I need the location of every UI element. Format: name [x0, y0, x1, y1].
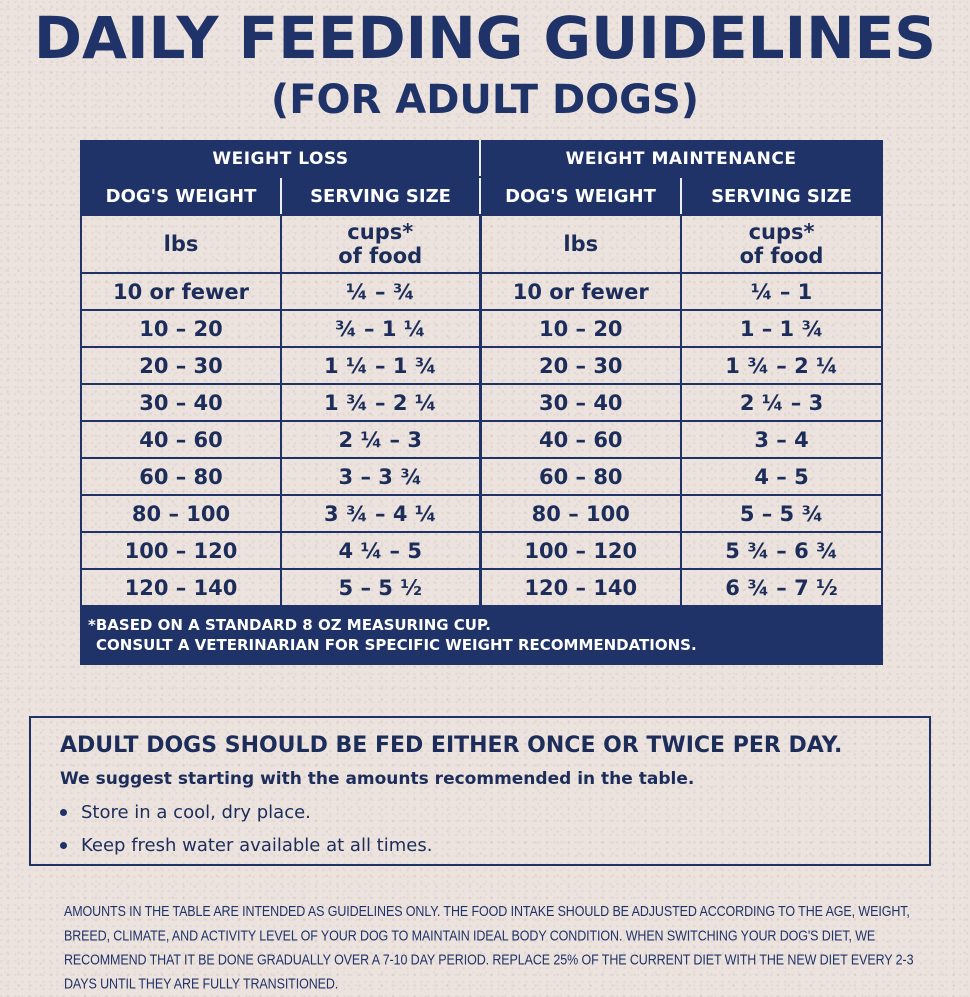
dog-weight-cell: 10 or fewer: [480, 273, 681, 310]
serving-size-cell: 1 ¾ – 2 ¼: [281, 384, 480, 421]
footnote-row: [81, 606, 882, 664]
footnote: [81, 606, 882, 664]
table-row: [81, 532, 882, 569]
bullet-icon: [60, 842, 67, 849]
serving-size-cell: 6 ¾ – 7 ½: [681, 569, 882, 606]
dog-weight-cell: 40 – 60: [480, 421, 681, 458]
serving-size-cell: 5 ¾ – 6 ¾: [681, 532, 882, 569]
column-header-row: [81, 177, 882, 215]
dog-weight-cell: 80 – 100: [81, 495, 281, 532]
dog-weight-cell: 10 – 20: [480, 310, 681, 347]
group-header-row: [81, 141, 882, 177]
dog-weight-cell: 40 – 60: [81, 421, 281, 458]
serving-size-cell: 3 ¾ – 4 ¼: [281, 495, 480, 532]
table-row: [81, 421, 882, 458]
table-row: [81, 384, 882, 421]
unit-row: [81, 215, 882, 273]
serving-size-cell: ¾ – 1 ¼: [281, 310, 480, 347]
table-row: [81, 569, 882, 606]
column-header: SERVING SIZE: [281, 177, 480, 215]
unit-weight: lbs: [81, 215, 281, 273]
bullet-icon: [60, 809, 67, 816]
dog-weight-cell: 30 – 40: [81, 384, 281, 421]
serving-size-cell: 3 – 4: [681, 421, 882, 458]
table-body: [81, 273, 882, 606]
info-heading: ADULT DOGS SHOULD BE FED EITHER ONCE OR TWICE PER DAY.: [60, 733, 843, 758]
footnote-line2: CONSULT A VETERINARIAN FOR SPECIFIC WEIGHT RECOMMENDATIONS.: [96, 636, 697, 654]
unit-weight: lbs: [480, 215, 681, 273]
serving-size-cell: 2 ¼ – 3: [681, 384, 882, 421]
bullet-text: Store in a cool, dry place.: [81, 802, 311, 823]
column-header: DOG'S WEIGHT: [480, 177, 681, 215]
footnote-line1: *BASED ON A STANDARD 8 OZ MEASURING CUP.: [88, 616, 491, 634]
dog-weight-cell: 20 – 30: [480, 347, 681, 384]
table-row: [81, 310, 882, 347]
serving-size-cell: 1 ¾ – 2 ¼: [681, 347, 882, 384]
serving-size-cell: 2 ¼ – 3: [281, 421, 480, 458]
unit-serving: [681, 215, 882, 273]
table-row: [81, 495, 882, 532]
table-row: [81, 458, 882, 495]
table-row: [81, 273, 882, 310]
unit-serving-line2: of food: [739, 244, 824, 268]
dog-weight-cell: 20 – 30: [81, 347, 281, 384]
list-item: [60, 802, 311, 823]
serving-size-cell: 4 ¼ – 5: [281, 532, 480, 569]
feeding-info-box: [29, 716, 931, 866]
dog-weight-cell: 60 – 80: [81, 458, 281, 495]
column-header: SERVING SIZE: [681, 177, 882, 215]
serving-size-cell: 1 – 1 ¾: [681, 310, 882, 347]
dog-weight-cell: 120 – 140: [480, 569, 681, 606]
info-subheading: We suggest starting with the amounts recommended in the table.: [60, 769, 695, 789]
page-subtitle: (FOR ADULT DOGS): [270, 77, 700, 123]
dog-weight-cell: 120 – 140: [81, 569, 281, 606]
group-header-weight-maintenance: WEIGHT MAINTENANCE: [480, 141, 882, 177]
serving-size-cell: 5 – 5 ¾: [681, 495, 882, 532]
serving-size-cell: 3 – 3 ¾: [281, 458, 480, 495]
dog-weight-cell: 10 – 20: [81, 310, 281, 347]
unit-serving-line1: cups*: [347, 220, 414, 244]
unit-serving-line1: cups*: [748, 220, 815, 244]
dog-weight-cell: 100 – 120: [480, 532, 681, 569]
unit-serving-line2: of food: [338, 244, 423, 268]
group-header-weight-loss: WEIGHT LOSS: [81, 141, 480, 177]
dog-weight-cell: 100 – 120: [81, 532, 281, 569]
column-header: DOG'S WEIGHT: [81, 177, 281, 215]
dog-weight-cell: 80 – 100: [480, 495, 681, 532]
table-row: [81, 347, 882, 384]
list-item: [60, 835, 432, 856]
disclaimer-text: AMOUNTS IN THE TABLE ARE INTENDED AS GUIDELINES ONLY. THE FOOD INTAKE SHOULD BE ADJUSTED ACCORDING TO THE AGE, WEIGHT, BREED, CLIMATE, AND ACTIVITY LEVEL OF YOUR DOG TO MAINTAIN IDEAL BODY CONDITION. WHEN SWITCHING YOUR DOG'S DIET, WE RECOMMEND THAT IT BE DONE GRADUALLY OVER A 7-10 DAY PERIOD. REPLACE 25% OF THE CURRENT DIET WITH THE NEW DIET EVERY 2-3 DAYS UNTIL THEY ARE FULLY TRANSITIONED.: [64, 903, 914, 992]
serving-size-cell: ¼ – ¾: [281, 273, 480, 310]
page-title: DAILY FEEDING GUIDELINES: [33, 4, 937, 72]
dog-weight-cell: 30 – 40: [480, 384, 681, 421]
bullet-text: Keep fresh water available at all times.: [81, 835, 433, 856]
serving-size-cell: 1 ¼ – 1 ¾: [281, 347, 480, 384]
serving-size-cell: 4 – 5: [681, 458, 882, 495]
serving-size-cell: ¼ – 1: [681, 273, 882, 310]
dog-weight-cell: 10 or fewer: [81, 273, 281, 310]
dog-weight-cell: 60 – 80: [480, 458, 681, 495]
feeding-table: [80, 140, 883, 665]
serving-size-cell: 5 – 5 ½: [281, 569, 480, 606]
unit-serving: [281, 215, 480, 273]
